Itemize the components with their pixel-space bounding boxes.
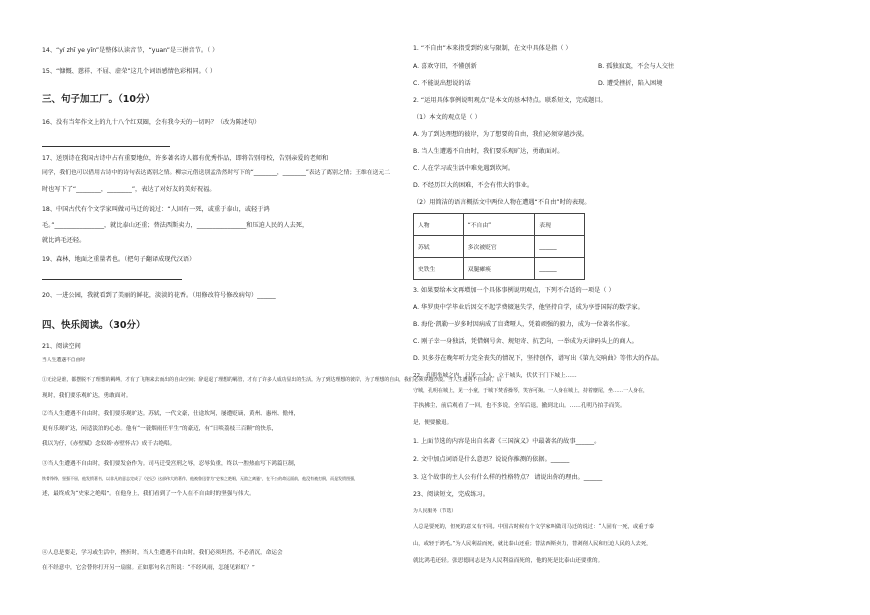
question-14: 14、“yí zhī ye yīn”是整体认读音节，“yuan”是三拼音节。（ ） bbox=[42, 47, 219, 54]
r-q2-option-c: C. 人在学习或生活中难免遇到坎坷。 bbox=[413, 165, 515, 172]
table-cell-person: 苏轼 bbox=[414, 236, 464, 258]
table-cell-show: ______ bbox=[535, 236, 585, 258]
answer-line bbox=[42, 146, 170, 147]
question-20: 20、一进公园，我就看到了美丽的鲜花，淡淡的花香。（用修改符号修改病句）______ bbox=[42, 292, 276, 299]
r-question-2: 2. “运用具体事例说明观点”是本文的基本特点。联系短文，完成题目。 bbox=[413, 97, 607, 104]
r-q1-option-c: C. 不能说出想说的话 bbox=[413, 80, 471, 87]
table-row bbox=[414, 258, 585, 280]
question-18-line3: 就比鸿毛还轻。 bbox=[42, 237, 86, 244]
r-q23-text2: 山，或轻于鸿毛。”为人民利益而死，就比泰山还重；替法西斯卖力，替剥削人民和压迫人民的人去死， bbox=[413, 541, 652, 547]
table-row bbox=[414, 236, 585, 258]
article-paragraph-2: ②当人生遭遇不自由时，我们要乐观旷达。苏轼，一代文豪，仕途坎坷，屡遭贬谪，黄州、惠州、儋州， bbox=[42, 411, 300, 417]
r-q22-sub3: 3. 这个故事的主人公有什么样的性格特点？ 请说出你的理由。______ bbox=[413, 474, 603, 481]
table-cell-buziyou: 双腿瘫痪 bbox=[463, 258, 535, 280]
section-4-heading: 四、快乐阅读。（30分） bbox=[42, 320, 146, 331]
r-question-22: 22、孔明坐城之内，只见一个人，立于城头，伏伏于门下城上…… bbox=[413, 373, 577, 379]
article-paragraph-1: ①无论是谁，都摆脱不了理想的羁缚，才有了飞翔来去而出的自由空间；辞退退了理想的羁管，才有了许多人成功显出的生活。为了到达理想的彼岸，为了理想的自由，我们必须穿越沙漠。当人生遭遇不自由时，后 bbox=[42, 377, 502, 383]
r-q1-option-d: D. 遭受挫折，陷入困境 bbox=[598, 80, 663, 87]
table-header-buziyou: “不自由” bbox=[463, 214, 535, 236]
article-paragraph-3b: 铁骨铮铮，坚强不屈，他发愤著书，以非凡的意志完成了《史记》这部伟大的著作，他被鲁迅誉为“史家之绝唱，无韵之离骚”，在不公的命运面前，他没有被打倒，而是发愤图强， bbox=[42, 476, 359, 481]
r-q3-option-d: D. 贝多芬在晚年听力完全丧失的情况下，坚持创作，谱写出《第九交响曲》等伟大的作品。 bbox=[413, 355, 664, 362]
question-18-line1: 18、中国古代有个文学家叫做司马迁的说过：“人固有一死，或重于泰山，或轻于鸿 bbox=[42, 206, 270, 213]
article-paragraph-1b: 现时，我们要乐观旷达，勇敢面对。 bbox=[42, 393, 132, 399]
table-cell-show: ______ bbox=[535, 258, 585, 280]
question-15: 15、“慷慨、慈祥、不屈、虚荣”这几个词语感情色彩相同。（ ） bbox=[42, 68, 217, 75]
answer-line bbox=[42, 279, 182, 280]
article-paragraph-4b: 在不经意中，它会替你打开另一扇窗。正如那句名言所说：“不经风雨，怎能见彩虹？” bbox=[42, 565, 255, 571]
r-q2-option-a: A. 为了到达理想的彼岸，为了想要的自由，我们必须穿越沙漠。 bbox=[413, 131, 589, 138]
r-q22-sub1: 1. 上面节选的内容是出自名著《三国演义》中最著名的故事______。 bbox=[413, 438, 601, 445]
article-title: 当人生遭遇不自由时 bbox=[42, 358, 86, 363]
r-q22-sub2: 2. 文中加点词语是什么意思？说说你推测的依据。______ bbox=[413, 456, 570, 463]
question-17-line3: 时也写下了“________，________”，表达了对好友的美好祝福。 bbox=[42, 186, 216, 193]
r-question-3: 3. 如果要给本文再增加一个具体事例说明观点，下列不合适的一项是（ ） bbox=[413, 287, 615, 294]
table-row bbox=[414, 214, 585, 236]
r-q3-option-a: A. 华罗庚中学毕业后因交不起学费辍退失学，他坚持自学，成为享誉国际的数学家。 bbox=[413, 304, 644, 311]
table-header-person: 人物 bbox=[414, 214, 464, 236]
table-cell-buziyou: 多次被贬官 bbox=[463, 236, 535, 258]
r-q22-text3: 手执拂尘，前后观看了一回，也不多说，全军后退，撤到北山。……孔明乃拍手而笑。 bbox=[413, 403, 626, 409]
section-3-heading: 三、句子加工厂。（10分） bbox=[42, 94, 155, 105]
r-q22-text4: 是，便要撤退。 bbox=[413, 420, 453, 426]
question-19: 19、森林，地面之重量者也。（把句子翻译成现代汉语） bbox=[42, 256, 196, 263]
r-q22-text2: 守城，孔明在城上，见一小童，于城下焚香操琴，笑容可掬。一人身在城上，持着麈尾，坐……一人身在， bbox=[413, 388, 649, 394]
r-q2-part1: （1）本文的观点是（ ） bbox=[413, 114, 481, 121]
summary-table bbox=[413, 213, 585, 280]
question-17-line2: 同学，我们也可以借用古诗中的诗句表达离别之情。柳宗元借送别孟浩然时写下的“________，________”表达了离别之情；王维在送元二 bbox=[42, 170, 391, 176]
article-paragraph-3c: 述，最终成为“史家之绝唱”。在他身上，我们看到了一个人在不自由时的坚强与伟大。 bbox=[42, 491, 255, 497]
question-17-line1: 17、送别诗在我国古诗中占有重要地位，许多著名诗人都有优秀作品，即将告别母校，告别亲爱的老师和 bbox=[42, 155, 329, 162]
r-q1-option-b: B. 孤独寂寞，不会与人交往 bbox=[598, 63, 675, 70]
r-q2-option-b: B. 当人生遭遇不自由时，我们要乐观旷达，勇敢面对。 bbox=[413, 148, 564, 155]
r-q23-text1: 人总是要死的，但死的意义有不同。中国古时候有个文学家叫做司马迁的说过：“人固有一死，或重于泰 bbox=[413, 524, 655, 530]
article-paragraph-4: ④人总是要走，学习或生活中，挫折时，当人生遭遇不自由时，我们必须坦然，不必消沉，命运会 bbox=[42, 550, 283, 556]
r-q2-part2: （2）用简洁的语言概括文中两位人物在遭遇“不自由”时的表现。 bbox=[413, 199, 591, 206]
question-16: 16、没有当年作文上的九十八个红双圈，会有我今天的一切吗？（改为陈述句） bbox=[42, 119, 261, 126]
table-cell-person: 史铁生 bbox=[414, 258, 464, 280]
table-header-show: 表现 bbox=[535, 214, 585, 236]
r-question-1: 1. “不自由”本来指受到约束与限制，在文中具体是指（ ） bbox=[413, 45, 572, 52]
article-paragraph-3: ③当人生遭遇不自由时，我们要发奋作为。司马迁受宫刑之辱，忍辱负重，终以一腔热血写下鸿篇巨制， bbox=[42, 461, 300, 467]
r-q2-option-d: D. 不经历巨大的困难，不会有伟大的事业。 bbox=[413, 182, 534, 189]
r-q3-option-c: C. 刚子幸一身独活，凭借娴号舍、规矩寄、抗艺向，一举成为天津码头上的商人。 bbox=[413, 338, 638, 345]
r-q23-text3: 就比鸿毛还轻。张思德同志是为人民利益而死的，他的死是比泰山还要重的。 bbox=[413, 558, 604, 564]
question-18-line2: 毛。”________________，就比泰山还重；替法西斯卖力，________________和压迫人民的人去死， bbox=[42, 222, 309, 229]
question-21: 21、阅读空间 bbox=[42, 343, 81, 350]
r-q23-title: 为人民服务（节选） bbox=[413, 509, 457, 514]
r-question-23: 23、阅读短文，完成练习。 bbox=[413, 491, 489, 498]
r-q1-option-a: A. 喜欢守旧，不懂创新 bbox=[413, 63, 477, 70]
article-paragraph-2b: 更有乐观旷达，闲适淡泊的心态。他有“一蓑烟雨任平生”的豪迈，有“日啖荔枝三百颗”的快乐， bbox=[42, 426, 278, 432]
r-q3-option-b: B. 海伦·凯勒一岁多时因病成了盲聋哑人，凭着顽强的毅力，成为一位著名作家。 bbox=[413, 321, 634, 328]
article-paragraph-2c: 我以为仔，《赤壁赋》念奴娇·赤壁怀古》成千古绝唱。 bbox=[42, 441, 176, 447]
